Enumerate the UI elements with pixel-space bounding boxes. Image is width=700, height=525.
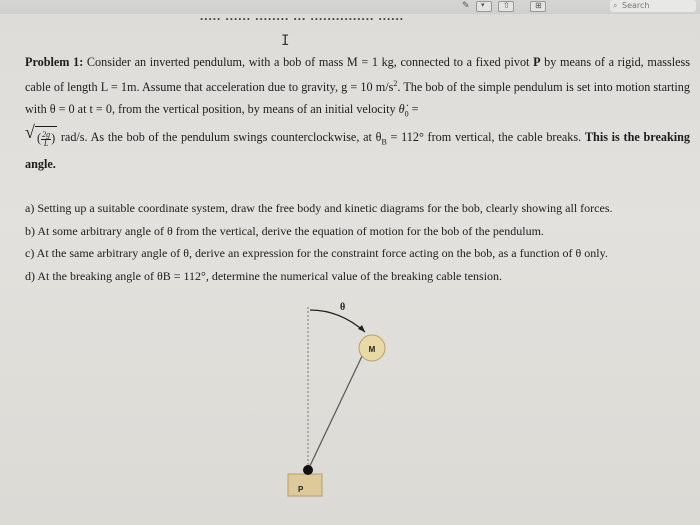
- theta-dot-symbol: θ̇: [398, 102, 405, 117]
- theta-label: θ: [340, 302, 346, 313]
- pivot-symbol: P: [533, 55, 541, 69]
- cut-off-header-text: ..... ...... ........ ... ............... ......: [200, 8, 404, 23]
- part-c: c) At the same arbitrary angle of θ, derive an expression for the constraint force acting on the bob, as a function of θ only.: [25, 246, 608, 260]
- pivot-label: P: [298, 485, 304, 494]
- pendulum-cable: [308, 352, 364, 470]
- pen-icon[interactable]: ✎: [462, 1, 470, 11]
- radical-sign: √: [25, 122, 35, 143]
- chevron-down-icon: ▾: [481, 1, 485, 9]
- sqrt-expression: √ ( $\frac{2g}{L}$ ): [25, 122, 56, 148]
- share-button[interactable]: [498, 1, 514, 12]
- toolbox-button[interactable]: [530, 1, 546, 12]
- angle-arrowhead: [358, 325, 365, 332]
- search-placeholder: Search: [622, 1, 650, 10]
- magnifier-icon: ⌕: [613, 1, 618, 10]
- share-icon: ⇧: [503, 1, 510, 10]
- fraction-numerator: 2g: [42, 129, 51, 139]
- text-cursor-icon: I: [281, 33, 290, 49]
- problem-text-4: rad/s. As the bob of the pendulum swings counterclockwise, at θ: [57, 129, 382, 144]
- pivot-base: [288, 474, 322, 496]
- document-page: [0, 8, 700, 525]
- problem-text-2: by means of a rigid, massless cable of length L = 1m. Assume that acceleration due to gravity, g = 10 m/s: [25, 55, 691, 95]
- equals-sign: =: [408, 102, 419, 117]
- angle-arc: [310, 310, 365, 332]
- part-d: d) At the breaking angle of θB = 112°, determine the numerical value of the breaking cable tension.: [25, 268, 503, 283]
- theta-dot-subscript: 0: [404, 109, 409, 119]
- period: .: [52, 156, 56, 171]
- problem-label: Problem 1:: [25, 55, 84, 69]
- breaking-angle-bold: This is the breaking angle: [25, 129, 690, 171]
- squared-superscript: 2: [393, 79, 398, 88]
- pivot-point: [303, 465, 313, 475]
- pendulum-diagram: [0, 14, 700, 525]
- dropdown-button[interactable]: [476, 1, 492, 12]
- part-a: a) Setting up a suitable coordinate system, draw the free body and kinetic diagrams for the bob, clearly showing all forces.: [25, 201, 613, 215]
- theta-b-subscript: B: [381, 136, 387, 146]
- problem-text-1: Consider an inverted pendulum, with a bob of mass M = 1 kg, connected to a fixed pivot: [83, 55, 534, 69]
- fraction-denominator: L: [43, 138, 49, 148]
- problem-text-3: . The bob of the simple pendulum is set into motion starting with θ = 0 at t = 0, from the vertical position, by means of an initial velocity: [25, 80, 690, 117]
- mass-label: M: [368, 345, 376, 354]
- toolbox-icon: ⊞: [535, 1, 542, 10]
- search-input[interactable]: [610, 0, 696, 12]
- part-b: b) At some arbitrary angle of θ from the vertical, derive the equation of motion for the bob of the pendulum.: [25, 223, 544, 238]
- problem-text-5: = 112° from vertical, the cable breaks.: [386, 129, 585, 144]
